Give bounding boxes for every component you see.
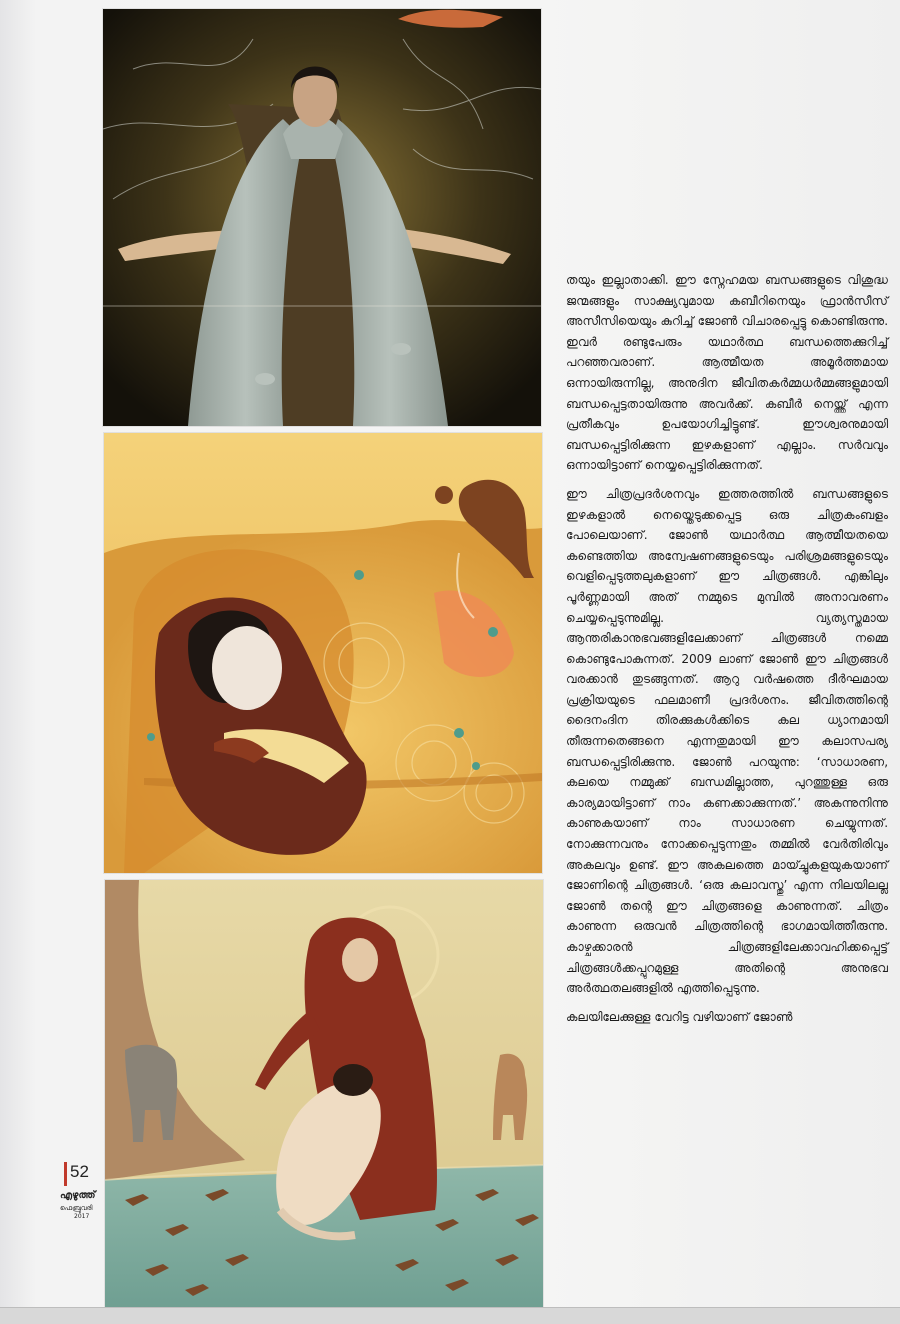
article-paragraph-2: ഈ ചിത്രപ്രദർശനവും ഇത്തരത്തിൽ ബന്ധങ്ങളുടെ ഇഴകളാൽ നെയ്തെടുക്കപ്പെട്ട ഒരു ചിത്രകംബളം പോലെയാണ്. ജോൺ യഥാർത്ഥ ആത്മീയതയെ കണ്ടെത്തിയ അന്വേഷണങ്ങളുടെയും പരിശ്രമങ്ങളുടെയും വെളിപ്പെടുത്തലുകളാണ് ഈ ചിത്രങ്ങൾ. എങ്കിലും പൂർണ്ണമായി അത് നമ്മുടെ മുമ്പിൽ അനാവരണം ചെയ്യപ്പെടുന്നുമില്ല. വ്യത്യസ്തമായ ആന്തരികാനുഭവങ്ങളിലേക്കാണ് ചിത്രങ്ങൾ നമ്മെ കൊണ്ടുപോകുന്നത്. 2009 ലാണ് ജോൺ ഈ ചിത്രങ്ങൾ വരക്കാൻ തുടങ്ങുന്നത്. ആറു വർഷത്തെ ദീർഘമായ പ്രക്രിയയുടെ ഫലമാണീ പ്രദർശനം. ജീവിതത്തിന്റെ ദൈനംദിന തിരക്കുകൾക്കിടെ കല ധ്യാനമായി തീരുന്നതെങ്ങനെ എന്നതുമായി ഈ കലാസപര്യ ബന്ധപ്പെട്ടിരിക്കുന്നു. ജോൺ പറയുന്നു: ‘സാധാരണ, കലയെ നമ്മുക്ക് ബന്ധമില്ലാത്ത, പുറത്തുള്ള ഒരു കാര്യമായിട്ടാണ് നാം കണക്കാക്കുന്നത്.’ അകന്നുനിന്നു കാണുകയാണ് നാം സാധാരണ ചെയ്യുന്നത്. നോക്കുന്നവനും നോക്കപ്പെടുന്നതും തമ്മിൽ വേർതിരിവും അകലവും ഉണ്ട്. ഈ അകലത്തെ മായ്ച്ചുകളയുകയാണ് ജോണിന്റെ ചിത്രങ്ങൾ. ‘ഒരു കലാവസ്തു’ എന്ന നിലയിലല്ല ജോൺ തന്റെ ഈ ചിത്രങ്ങളെ കാണുന്നത്. ചിത്രം കാണുന്ന ഒരുവൻ ചിത്രത്തിന്റെ ഭാഗമായിത്തീരുന്നു. കാഴ്ചക്കാരൻ ചിത്രങ്ങളിലേക്കാവഹിക്കപ്പെട്ട് ചിത്രങ്ങൾക്കപ്പുറമുള്ള അതിന്റെ അനുഭവ അർത്ഥതലങ്ങളിൽ എത്തിപ്പെടുന്നു. (566, 486, 888, 996)
issue-month: ഫെബ്രുവരി (60, 1204, 93, 1212)
article-paragraph-3: കലയിലേക്കുള്ള വേറിട്ട വഴിയാണ് ജോൺ (566, 1009, 793, 1024)
page-number: 52 (70, 1162, 89, 1181)
folio-accent-bar (64, 1162, 67, 1186)
article-paragraph-1: തയും ഇല്ലാതാക്കി. ഈ സ്നേഹമയ ബന്ധങ്ങളുടെ വിശുദ്ധ ജന്മങ്ങളും സാക്ഷ്യവുമായ കബീറിനെയും ഫ്രാൻസീസ് അസീസിയെയും കുറിച്ച് ജോൺ വിചാരപ്പെട്ടു കൊണ്ടിരുന്നു. ഇവർ രണ്ടുപേരും യഥാർത്ഥ ബന്ധത്തെക്കുറിച്ച് പറഞ്ഞവരാണ്. ആത്മീയത അമൂർത്തമായ ഒന്നായിരുന്നില്ല, അനുദിന ജീവിതകർമ്മധർമ്മങ്ങളുമായി ബന്ധപ്പെട്ടതായിരുന്നു അവർക്ക്. കബീർ നെയ്ത്ത് എന്ന പ്രതീകവും ഉപയോഗിച്ചിട്ടുണ്ട്. ഈശ്വരനുമായി ബന്ധപ്പെട്ടിരിക്കുന്ന ഇഴകളാണ് എല്ലാം. സർവവും ഒന്നായിട്ടാണ് നെയ്യപ്പെട്ടിരിക്കുന്നത്. (566, 273, 888, 473)
painting-woman-with-bird (104, 433, 542, 873)
painting-hooded-figure-embracing (105, 880, 543, 1308)
page-bottom-edge (0, 1307, 900, 1324)
magazine-name: എഴുത്ത് (60, 1190, 96, 1201)
article-text-column (566, 270, 888, 1035)
painting-woman-outstretched-arms (103, 9, 541, 426)
issue-year: 2017 (74, 1213, 90, 1220)
